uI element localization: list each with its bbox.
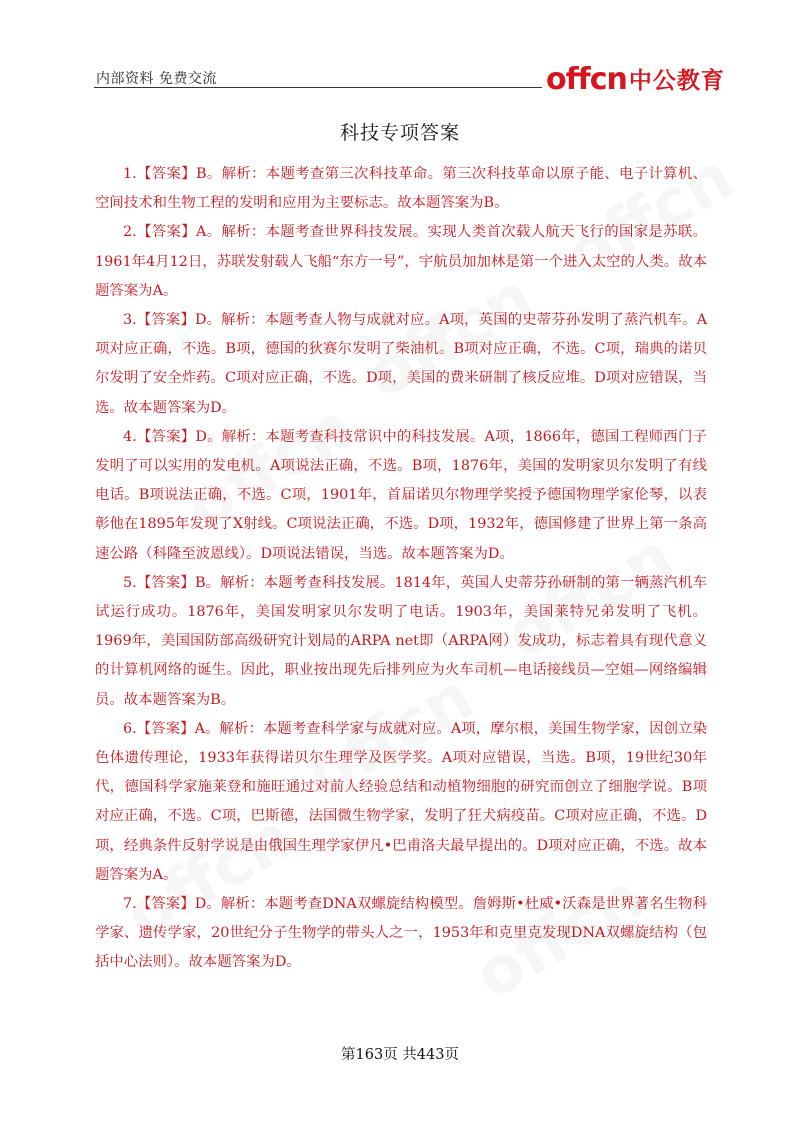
answer-item-6: 6.【答案】A。解析：本题考查科学家与成就对应。A项，摩尔根，美国生物学家，因创立染色体遗传理论，1933年获得诺贝尔生理学及医学奖。A项对应错误，当选。B项，19世纪30年代，德国科学家施莱登和施旺通过对前人经验总结和动植物细胞的研究而创立了细胞学说。B项对应正确，不选。C项，巴斯德，法国微生物学家，发明了狂犬病疫苗。C项对应正确，不选。D项，经典条件反射学说是由俄国生理学家伊凡•巴甫洛夫最早提出的。D项对应正确，不选。故本题答案为A。 [95,720,707,883]
page-title: 科技专项答案 [339,122,460,144]
answer-item-1: 1.【答案】B。解析：本题考查第三次科技革命。第三次科技革命以原子能、电子计算机、空间技术和生物工程的发明和应用为主要标志。故本题答案为B。 [95,166,707,212]
header-divider [94,87,542,88]
answer-item-5: 5.【答案】B。解析：本题考查科技发展。1814年，英国人史蒂芬孙研制的第一辆蒸汽机车试运行成功。1876年，美国发明家贝尔发明了电话。1903年，美国莱特兄弟发明了飞机。1969年，美国国防部高级研究计划局的ARPA net即（ARPA网）发成功，标志着具有现代意义的计算机网络的诞生。因此，职业按出现先后排列应为火车司机—电话接线员—空姐—网络编辑员。故本题答案为B。 [95,574,707,708]
answer-item-2: 2.【答案】A。解析：本题考查世界科技发展。实现人类首次载人航天飞行的国家是苏联。1961年4月12日，苏联发射载人飞船“东方一号”，宇航员加加林是第一个进入太空的人类。故本题答案为A。 [95,224,707,299]
logo-brand-text: offcn [546,62,627,97]
header-tagline: 内部资料 免费交流 [96,71,217,87]
offcn-logo [546,56,725,96]
answer-list [95,160,707,978]
answer-item-4: 4.【答案】D。解析：本题考查科技常识中的科技发展。A项，1866年，德国工程师西门子发明了可以实用的发电机。A项说法正确，不选。B项，1876年，美国的发明家贝尔发明了有线电话。B项说法正确，不选。C项，1901年，首届诺贝尔物理学奖授予德国物理学家伦琴，以表彰他在1895年发现了X射线。C项说法正确，不选。D项，1932年，德国修建了世界上第一条高速公路（科隆至波恩线）。D项说法错误，当选。故本题答案为D。 [95,428,707,562]
page-number: 第163页 共443页 [341,1047,459,1063]
logo-chinese-text: 中公教育 [628,68,725,94]
answer-item-7: 7.【答案】D。解析：本题考查DNA双螺旋结构模型。詹姆斯•杜威•沃森是世界著名生物科学家、遗传学家，20世纪分子生物学的带头人之一，1953年和克里克发现DNA双螺旋结构（包括中心法则）。故本题答案为D。 [95,896,707,971]
answer-item-3: 3.【答案】D。解析：本题考查人物与成就对应。A项，英国的史蒂芬孙发明了蒸汽机车。A项对应正确，不选。B项，德国的狄赛尔发明了柴油机。B项对应正确，不选。C项，瑞典的诺贝尔发明了安全炸药。C项对应正确，不选。D项，美国的费米研制了核反应堆。D项对应错误，当选。故本题答案为D。 [95,312,707,416]
